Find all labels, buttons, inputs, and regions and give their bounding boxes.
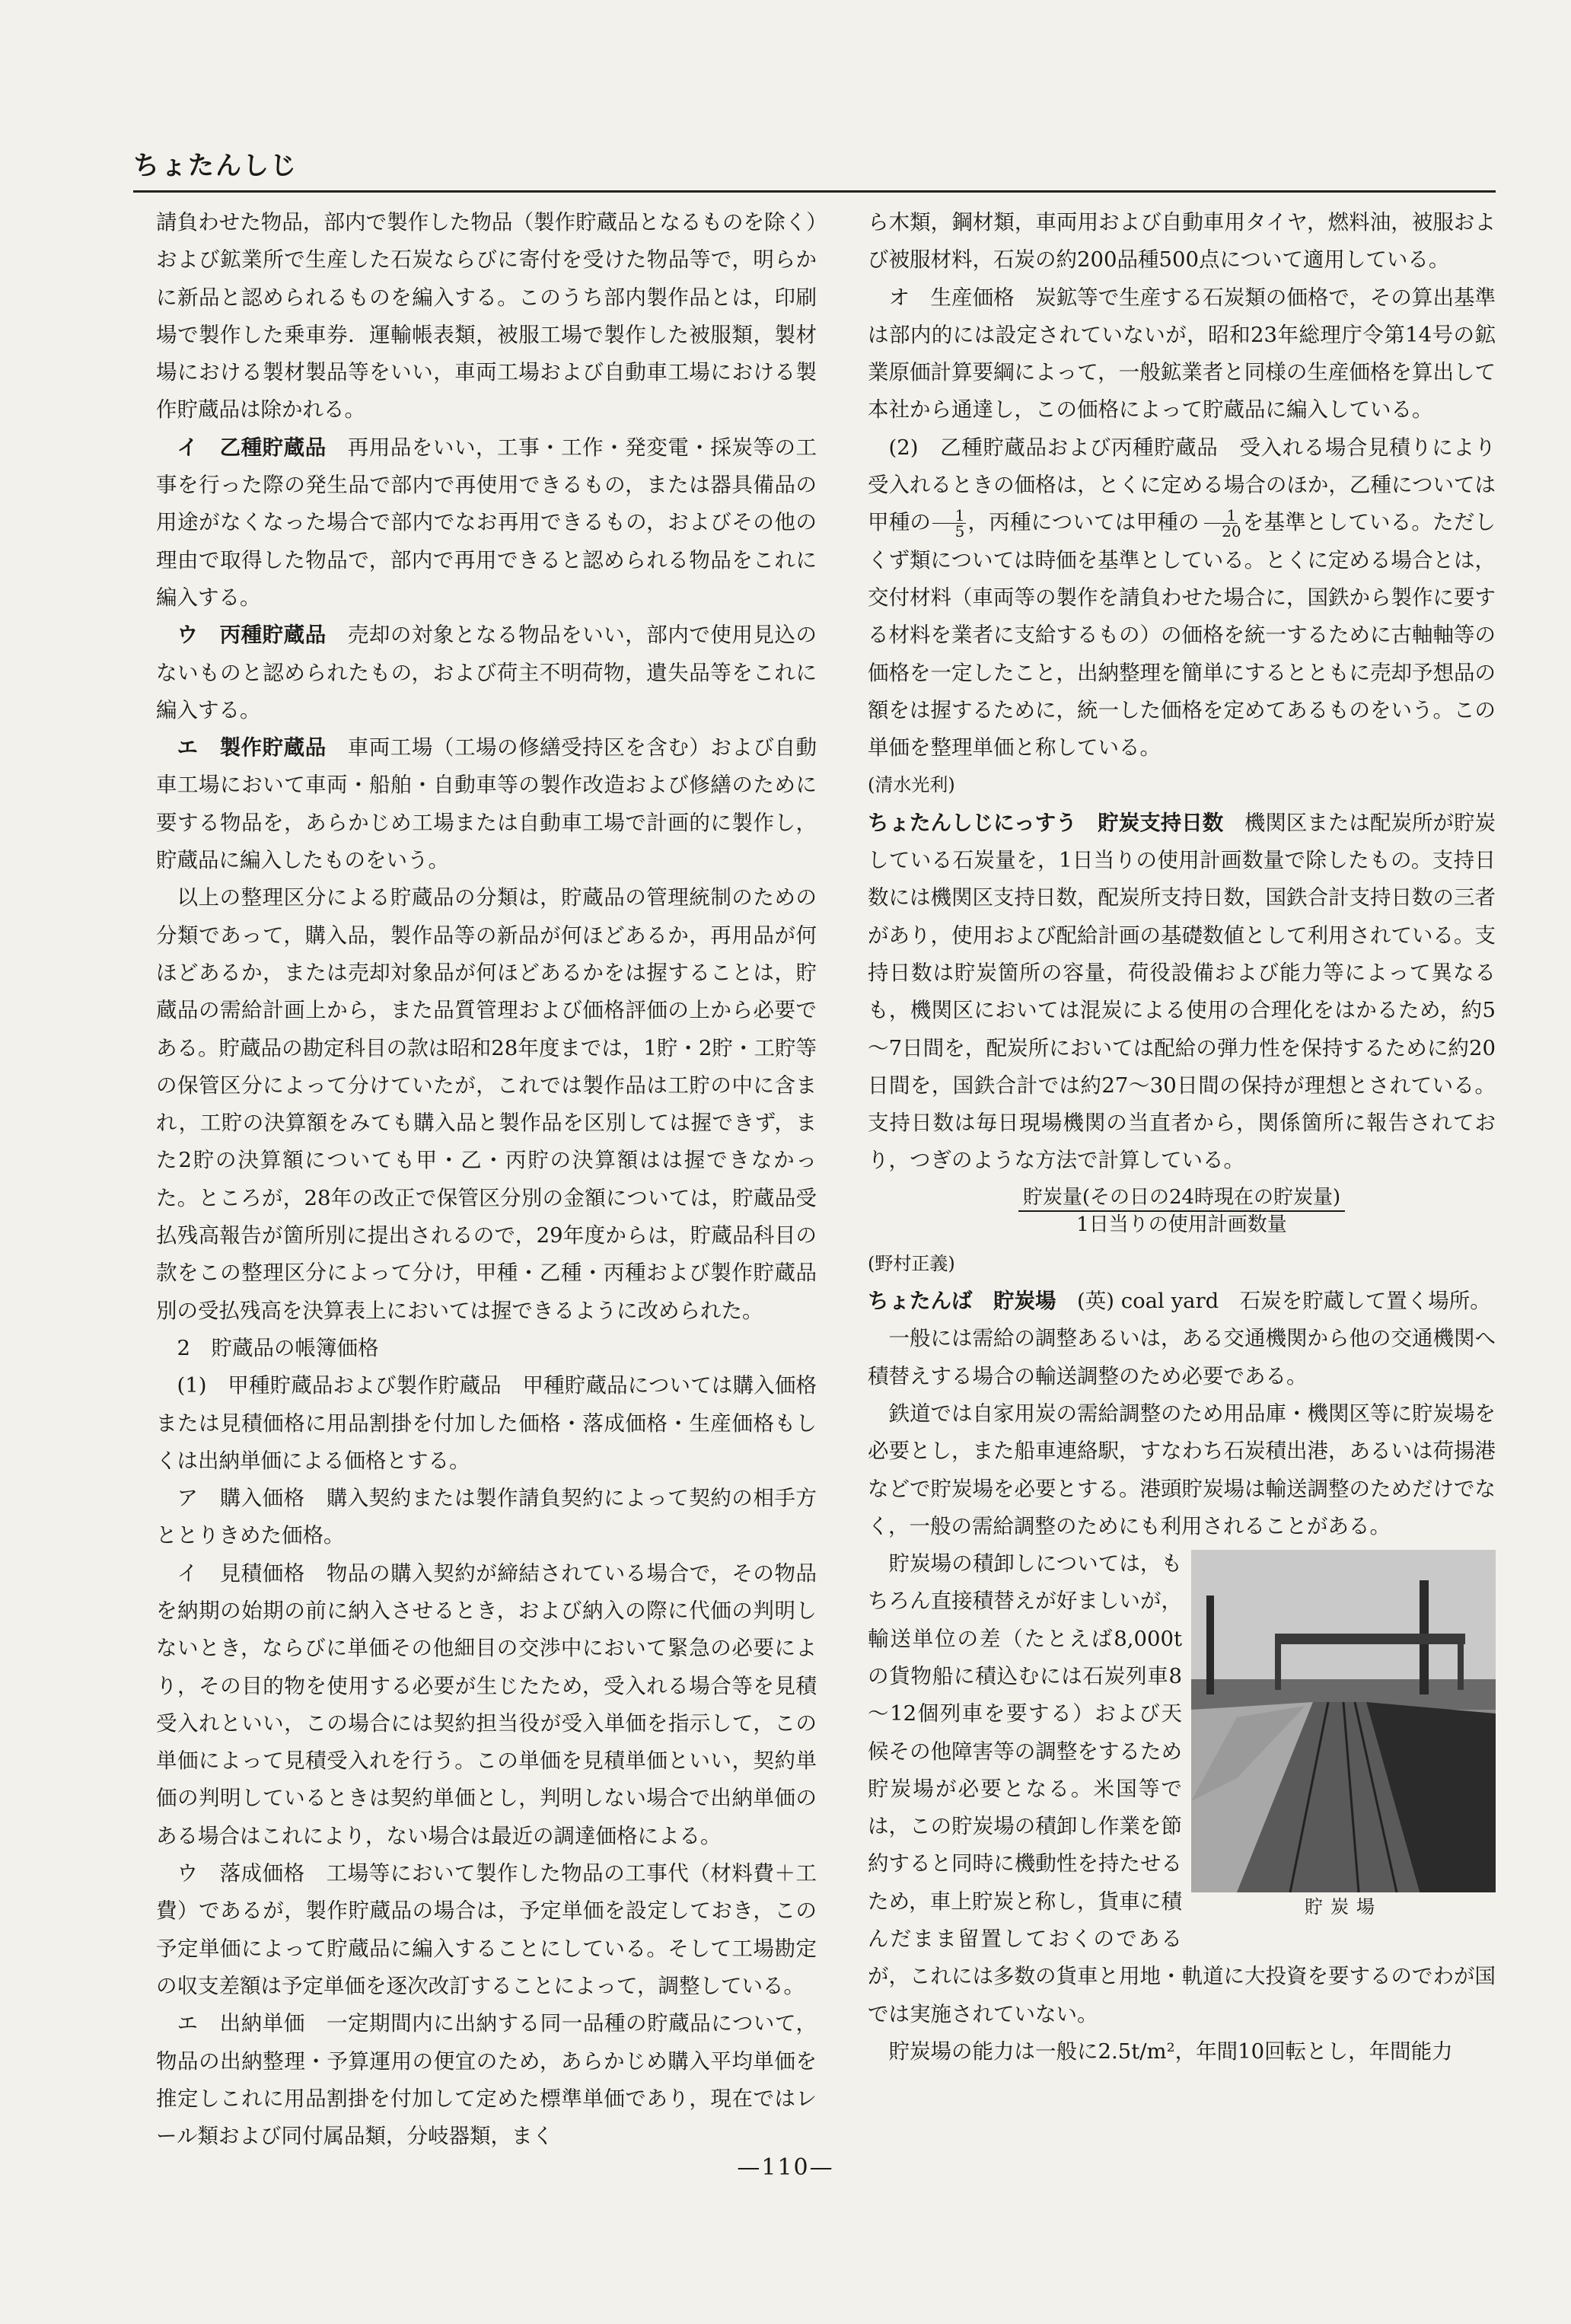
paragraph-text: 車両工場（工場の修繕受持区を含む）および自動車工場において車両・船舶・自動車等の製作改造および修繕のために要する物品を，あらかじめ工場または自動車工場で計画的に製作し，貯蔵品に編入したものをいう。 — [156, 735, 817, 873]
paragraph: 2 貯蔵品の帳簿価格 — [177, 1335, 379, 1360]
entry-chotanshiji-nissu — [868, 805, 1496, 1180]
fraction-numerator: 1 — [932, 508, 966, 524]
paragraph-text: を基準としている。ただしくず類については時価を基準としている。とくに定める場合とは，交付材料（車両等の製作を請負わせた場合に，国鉄から製作に要する材料を業者に支給するもの）の価格を統一するために古軸軸等の価格を一定したこと，出納整理を簡単にするとともに売却予想品の額をは握するために，統一した価格を定めてあるものをいう。この単価を整理単価と称している。 — [868, 510, 1496, 760]
paragraph-text: 石炭を貯蔵して置く場所。 — [1239, 1289, 1491, 1314]
page-number: —110— — [737, 2154, 834, 2181]
formula-numerator: 貯炭量(その日の24時現在の貯炭量) — [1018, 1184, 1345, 1212]
paragraph: 貯炭場の積卸しについては，もちろん直接積替えが好ましいが，輸送単位の差（たとえば8,000tの貨物船に積込むには石炭列車8～12個列車を要する）および天候その他障害等の調整をするため貯炭場が必要となる。米国等では，この貯炭場の積卸し作業を節約すると同時に機動性を持たせるため，車上貯炭と称し，貨車に積んだまま留置しておくのであるが，これには多数の貨車と用地・軌道に大投資を要するのでわが国では実施されていない。 — [868, 1551, 1496, 2026]
fraction-numerator: 1 — [1204, 508, 1238, 524]
subheading: イ 乙種貯蔵品 — [177, 435, 327, 460]
paragraph: エ 出納単価 一定期間内に出納する同一品種の貯蔵品について，物品の出納整理・予算運用の便宜のため，あらかじめ購入平均単価を推定しこれに用品割掛を付加して定めた標準単価であり，現在ではレール類および同付属品類，分岐器類，まく — [156, 2011, 817, 2149]
paragraph: 以上の整理区分による貯蔵品の分類は，貯蔵品の管理統制のための分類であって，購入品，製作品等の新品が何ほどあるか，再用品が何ほどあるか，または売却対象品が何ほどあるかをは握することは，貯蔵品の需給計画上から，また品質管理および価格評価の上から必要である。貯蔵品の勘定科目の款は昭和28年度までは，1貯・2貯・工貯等の保管区分によって分けていたが，これでは製作品は工貯の中に含まれ，工貯の決算額をみても購入品と製作品を区別しては握できず，また2貯の決算額についても甲・乙・丙貯の決算額はは握できなかった。ところが，28年の改正で保管区分別の金額については，貯蔵品受払残高報告が箇所別に提出されるので，29年度からは，貯蔵品科目の款をこの整理区分によって分け，甲種・乙種・丙種および製作貯蔵品別の受払残高を決算表上においては握できるように改められた。 — [156, 885, 817, 1323]
paragraph: 一般には需給の調整あるいは，ある交通機関から他の交通機関へ積替えする場合の輸送調整のため必要である。 — [868, 1326, 1496, 1388]
english-term: (英) coal yard — [1077, 1289, 1219, 1314]
running-header — [133, 145, 1484, 190]
photo-caption: 貯炭場 — [1305, 1896, 1382, 1918]
coal-yard-figure — [1191, 1550, 1496, 1921]
paragraph — [156, 729, 817, 879]
paragraph — [156, 617, 817, 729]
header-rule — [133, 190, 1496, 193]
paragraph: ら木類，鋼材類，車両用および自動車用タイヤ，燃料油，被服および被服材料，石炭の約200品種500点について適用している。 — [868, 210, 1496, 273]
paragraph-text: 売却の対象となる物品をいい，部内で使用見込のないものと認められたもの，および荷主不明荷物，遺失品等をこれに編入する。 — [156, 623, 817, 722]
fraction-one-twentieth — [1201, 508, 1241, 539]
header-title: ちょたんしじ — [133, 151, 298, 181]
entry-chotanba — [868, 1283, 1496, 1320]
paragraph: ア 購入価格 購入契約または製作請負契約によって契約の相手方ととりきめた価格。 — [156, 1486, 817, 1548]
formula — [868, 1184, 1496, 1238]
paragraph: オ 生産価格 炭鉱等で生産する石炭類の価格で，その算出基準は部内的には設定されていないが，昭和23年総理庁令第14号の鉱業原価計算要綱によって，一般鉱業者と同様の生産価格を算出して本社から通達し，この価格によって貯蔵品に編入している。 — [868, 285, 1496, 422]
paragraph: (1) 甲種貯蔵品および製作貯蔵品 甲種貯蔵品については購入価格または見積価格に用品割掛を付加した価格・落成価格・生産価格もしくは出納単価による価格とする。 — [156, 1373, 817, 1473]
paragraph-text: 再用品をいい，工事・工作・発変電・採炭等の工事を行った際の発生品で部内で再使用できるもの，または器具備品の用途がなくなった場合で部内でなお再用できるもの，およびその他の理由で取得した物品で，部内で再用できると認められる物品をこれに編入する。 — [156, 435, 817, 610]
right-column — [868, 204, 1496, 2071]
left-column — [156, 204, 817, 2155]
paragraph: ウ 落成価格 工場等において製作した物品の工事代（材料費＋工費）であるが，製作貯蔵品の場合は，予定単価を設定しておき，この予定単価によって貯蔵品に編入することにしている。そして工場勘定の収支差額は予定単価を逐次改訂することによって，調整している。 — [156, 1861, 817, 1998]
paragraph: 請負わせた物品，部内で製作した物品（製作貯蔵品となるものを除く）および鉱業所で生産した石炭ならびに寄付を受けた物品等で，明らかに新品と認められるものを編入する。このうち部内製作品とは，印刷場で製作した乗車券．運輸帳表類，被服工場で製作した被服類，製材場における製材製品等をいい，車両工場および自動車工場における製作貯蔵品は除かれる。 — [156, 210, 817, 422]
fraction-denominator: 20 — [1222, 522, 1241, 541]
author-signature: (清水光利) — [868, 774, 955, 796]
coal-yard-photo — [1191, 1550, 1496, 1892]
paragraph-text: 機関区または配炭所が貯炭している石炭量を，1日当りの使用計画数量で除したもの。支持日数には機関区支持日数，配炭所支持日数，国鉄合計支持日数の三者があり，使用および配給計画の基礎数値として利用されている。支持日数は貯炭箇所の容量，荷役設備および能力等によって異なるも，機関区においては混炭による使用の合理化をはかるため，約5～7日間を，配炭所においては配給の弾力性を保持するために約20日間を，国鉄合計では約27～30日間の保持が理想とされている。支持日数は毎日現場機関の当直者から，関係箇所に報告されており，つぎのような方法で計算している。 — [868, 810, 1496, 1173]
paragraph: 鉄道では自家用炭の需給調整のため用品庫・機関区等に貯炭場を必要とし，また船車連絡駅，すなわち石炭積出港，あるいは荷揚港などで貯炭場を必要とする。港頭貯炭場は輸送調整のためだけでなく，一般の需給調整のためにも利用されることがある。 — [868, 1401, 1496, 1538]
subheading: エ 製作貯蔵品 — [177, 735, 327, 760]
fraction-denominator: 5 — [954, 522, 965, 541]
subheading: ウ 丙種貯蔵品 — [177, 623, 327, 648]
author-signature: (野村正義) — [868, 1252, 955, 1274]
formula-denominator: 1日当りの使用計画数量 — [1076, 1213, 1287, 1236]
paragraph: イ 見積価格 物品の購入契約が締結されている場合で，その物品を納期の始期の前に納入させるとき，および納入の際に代価の判明しないとき，ならびに単価その他細目の交渉中において緊急の必要により，その目的物を使用する必要が生じたため，受入れる場合等を見積受入れといい，この場合には契約担当役が受入単価を指示して，この単価によって見積受入れを行う。この単価を見積単価といい，契約単価の判明しているときは契約単価とし，判明しない場合で出納単価のある場合はこれにより，ない場合は最近の調達価格による。 — [156, 1560, 817, 1848]
paragraph — [868, 429, 1496, 767]
paragraph: 貯炭場の能力は一般に2.5t/m²，年間10回転とし，年間能力 — [888, 2039, 1453, 2064]
paragraph — [156, 429, 817, 617]
fraction-one-fifth — [932, 508, 966, 539]
entry-heading: ちょたんしじにっすう 貯炭支持日数 — [868, 810, 1224, 835]
paragraph-text: ，丙種については甲種の — [967, 510, 1200, 535]
paragraph-text: (2) 乙種貯蔵品および丙種貯蔵品 受入れる場合見積りにより受入れるときの価格は，とくに定める場合のほか，乙種については甲種の — [868, 435, 1496, 535]
entry-heading: ちょたんば 貯炭場 — [868, 1289, 1056, 1314]
